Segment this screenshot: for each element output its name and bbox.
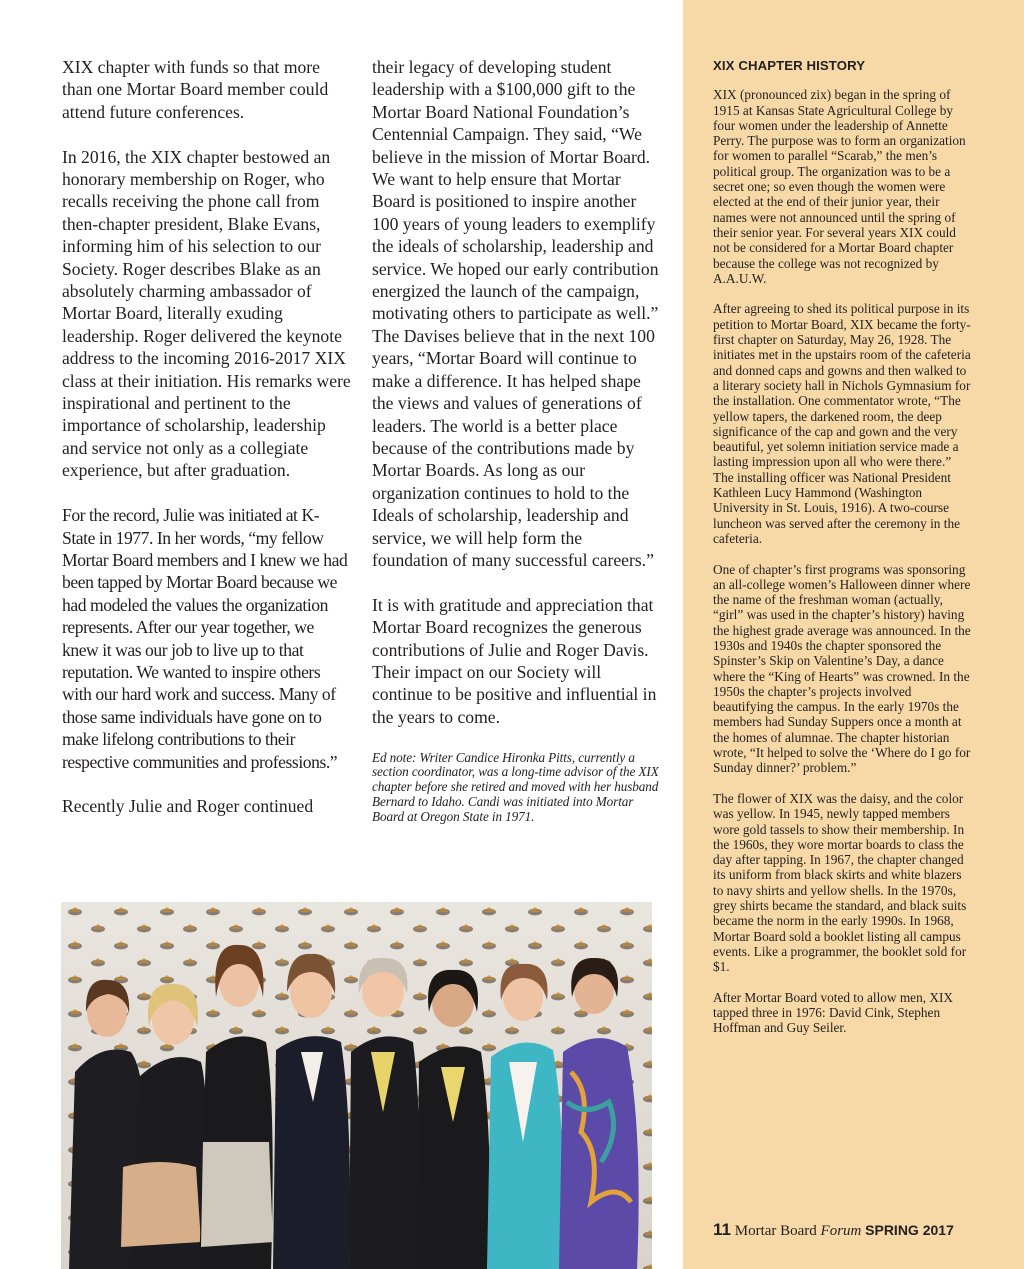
sidebar-paragraph: XIX (pronounced zix) began in the spring of 1915 at Kansas State Agricultural College by four women under the leadership of Annette Perry. The purpose was to form an organization for women to parallel “Scarab,” the men’s political group. The organization was to be a secret one; so even though the women were elected at the end of their junior year, their names were not announced until the spring of their senior year. For several years XIX could not be considered for a Mortar Board chapter because the college was not recognized by A.A.U.W.	[713, 87, 966, 286]
article-paragraph: It is with gratitude and appreciation that Mortar Board recognizes the generous contributions of Julie and Roger Davis. Their impact on our Society will continue to be positive and influential in the years to come.	[372, 594, 657, 727]
publication-name: Mortar Board	[734, 1223, 817, 1239]
group-photo	[61, 902, 652, 1269]
page-footer	[713, 1220, 954, 1240]
sidebar-paragraph: After Mortar Board voted to allow men, XIX tapped three in 1976: David Cink, Stephen Hoffman and Guy Seiler.	[713, 989, 954, 1036]
sidebar-content	[713, 58, 971, 1051]
article-paragraph: For the record, Julie was initiated at K-State in 1977. In her words, “my fellow Mortar Board members and I knew we had been tapped by Mortar Board because we had modeled the values the organization represents. After our year together, we knew it was our job to live up to that reputation. We wanted to inspire others with our hard work and success. Many of those same individuals have gone on to make lifelong contributions to their respective communities and professions.”	[62, 505, 348, 772]
publication-name-italic: Forum	[820, 1223, 862, 1239]
sidebar-paragraph: One of chapter’s first programs was sponsoring an all-college women’s Halloween dinner where the name of the freshman woman (actually, “girl” was used in the chapter’s history) having the highest grade average was announced. In the 1930s and 1940s the chapter sponsored the Spinster’s Skip on Valentine’s Day, a dance where the “King of Hearts” was crowned. In the 1950s the chapter’s projects involved beautifying the campus. In the early 1970s the members had Sunday Suppers once a month at the homes of alumnae. The chapter historian wrote, “It helped to solve the ‘Where do I go for Sunday dinner?’ problem.”	[713, 561, 971, 776]
sidebar-paragraph: After agreeing to shed its political purpose in its petition to Mortar Board, XIX became the forty-first chapter on Saturday, May 26, 1928. The initiates met in the upstairs room of the cafeteria and donned caps and gowns and then walked to a literary society hall in Nichols Gymnasium for the installation. One commentator wrote, “The yellow tapers, the darkened room, the deep significance of the cap and gown and the very beautiful, yet solemn initiation service made a lasting impression upon all who were there.” The installing officer was National President Kathleen Lucy Hammond (Washington University in St. Louis, 1916). A two-course luncheon was served after the ceremony in the cafeteria.	[713, 301, 971, 546]
article-paragraph: XIX chapter with funds so that more than one Mortar Board member could attend future conferences.	[62, 57, 329, 122]
article-paragraph: In 2016, the XIX chapter bestowed an honorary membership on Roger, who recalls receiving the phone call from then-chapter president, Blake Evans, informing him of his selection to our Society. Roger describes Blake as an absolutely charming ambassador of Mortar Board, literally exuding leadership. Roger delivered the keynote address to the incoming 2016-2017 XIX class at their initiation. His remarks were inspirational and pertinent to the importance of scholarship, leadership and service not only as a collegiate experience, but after graduation.	[62, 146, 351, 481]
article-paragraph: their legacy of developing student leadership with a $100,000 gift to the Mortar Board National Foundation’s Centennial Campaign. They said, “We believe in the mission of Mortar Board. We want to help ensure that Mortar Board is positioned to inspire another 100 years of young leaders to exemplify the ideals of scholarship, leadership and service. We hoped our early contribution energized the launch of the campaign, motivating others to participate as well.” The Davises believe that in the next 100 years, “Mortar Board will continue to make a difference. It has helped shape the views and values of generations of leaders. The world is a better place because of the contributions made by Mortar Boards. As long as our organization continues to hold to the Ideals of scholarship, leadership and service, we will help form the foundation of many successful careers.”	[372, 57, 659, 570]
editor-note: Ed note: Writer Candice Hironka Pitts, currently a section coordinator, was a long-time advisor of the XIX chapter before she retired and moved with her husband Bernard to Idaho. Candi was initiated into Mortar Board at Oregon State in 1971.	[372, 749, 659, 824]
issue-label: SPRING 2017	[865, 1222, 954, 1238]
article-column-right	[372, 56, 662, 847]
article-column-left	[62, 56, 352, 840]
sidebar-heading: XIX CHAPTER HISTORY	[713, 58, 866, 73]
article-paragraph: Recently Julie and Roger continued	[62, 796, 314, 817]
sidebar-paragraph: The flower of XIX was the daisy, and the color was yellow. In 1945, newly tapped members wore gold tassels to show their membership. In the 1960s, they wore mortar boards to class the day after tapping. In 1967, the chapter changed its uniform from black skirts and white blazers to navy shirts and yellow shells. In the 1970s, grey shirts became the standard, and black suits became the norm in the early 1990s. In 1968, Mortar Board sold a booklet listing all campus events. Like a programmer, the booklet sold for $1.	[713, 790, 967, 975]
chapter-history-sidebar	[683, 0, 1024, 1269]
page-number: 11	[713, 1220, 731, 1239]
